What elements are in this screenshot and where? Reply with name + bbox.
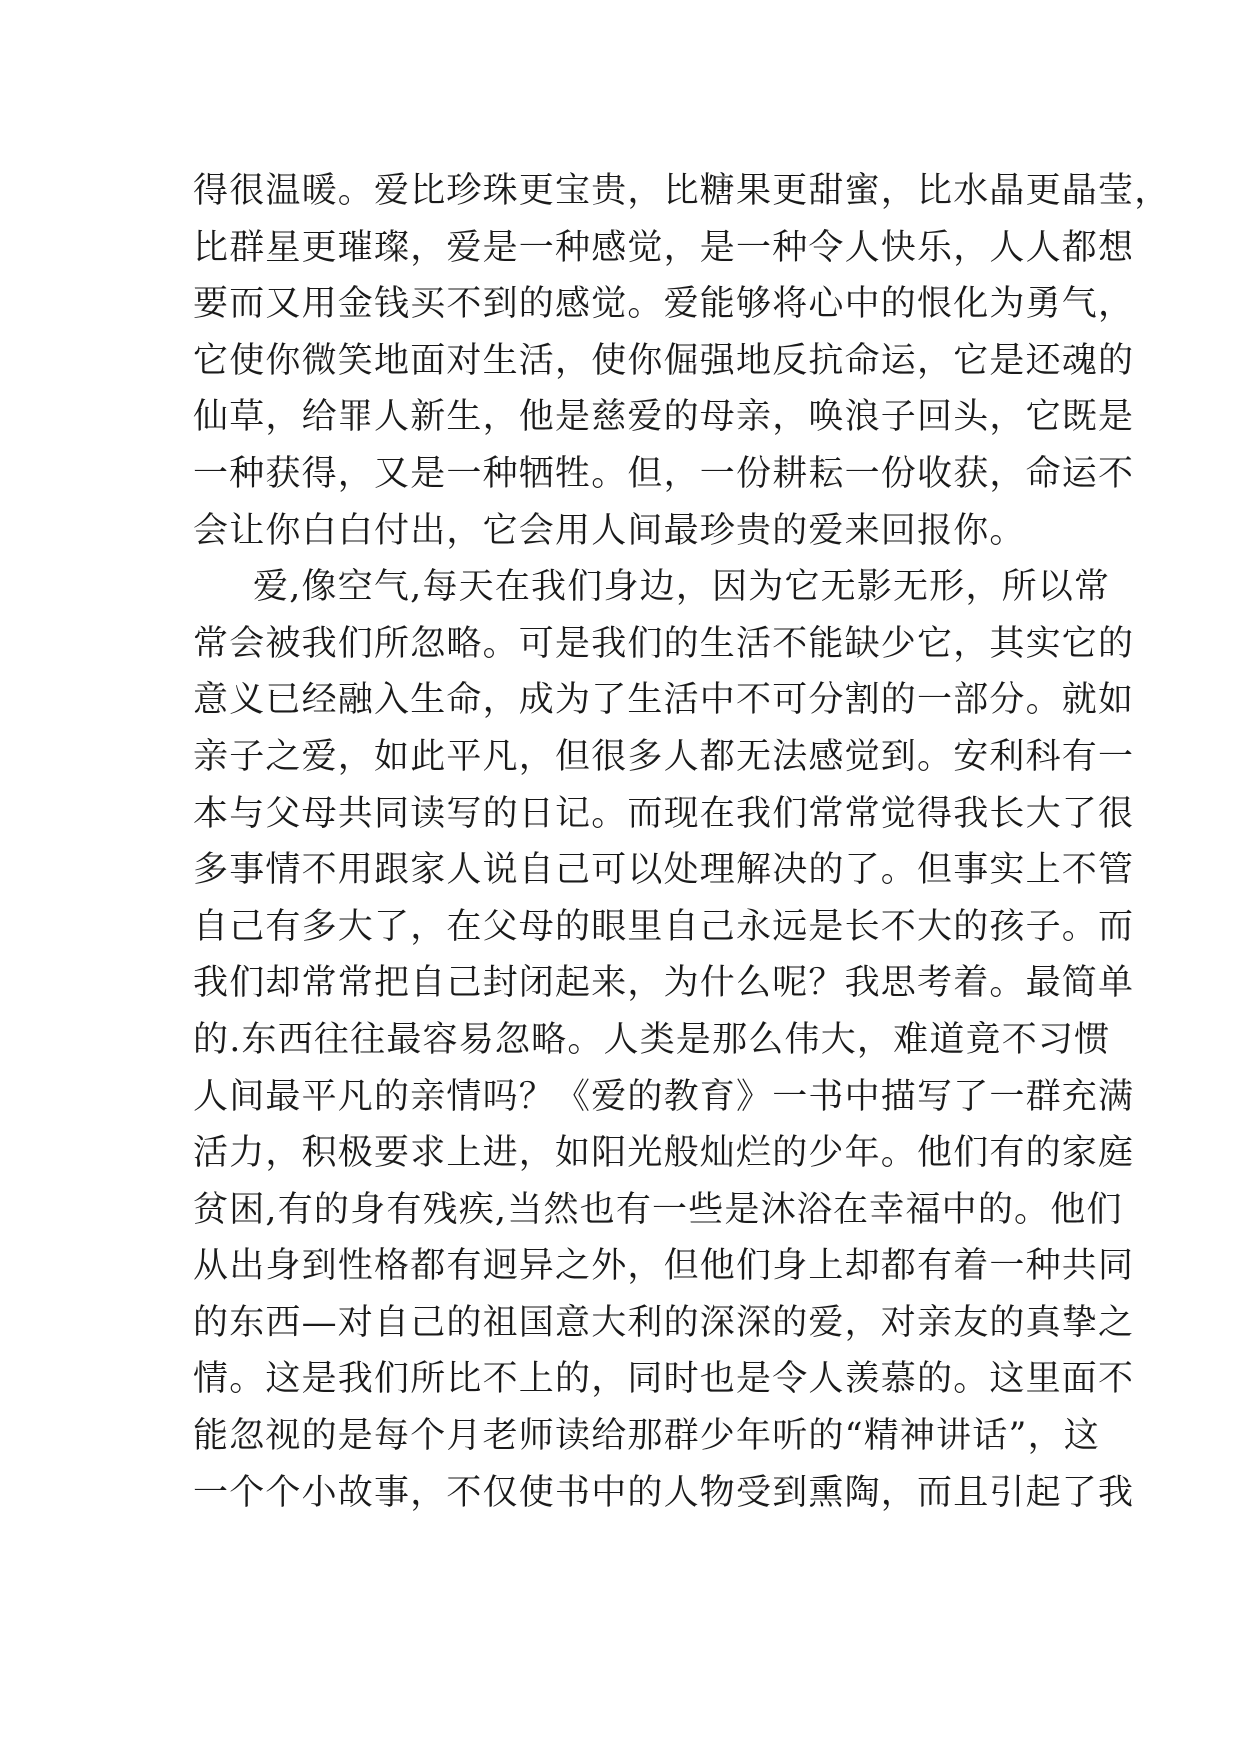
text-line: 活力，积极要求上进，如阳光般灿烂的少年。他们有的家庭 (193, 1133, 1135, 1174)
text-line: 贫困,有的身有残疾,当然也有一些是沐浴在幸福中的。他们 (193, 1189, 1123, 1230)
text-line: 能忽视的是每个月老师读给那群少年听的“精神讲话”，这 (193, 1416, 1100, 1457)
text-line: 一个个小故事，不仅使书中的人物受到熏陶，而且引起了我 (193, 1472, 1135, 1513)
text-line: 它使你微笑地面对生活，使你倔强地反抗命运，它是还魂的 (193, 340, 1135, 381)
text-line: 自己有多大了，在父母的眼里自己永远是长不大的孩子。而 (193, 906, 1135, 947)
text-line: 的.东西往往最容易忽略。人类是那么伟大，难道竟不习惯 (193, 1019, 1111, 1060)
text-line: 意义已经融入生命，成为了生活中不可分割的一部分。就如 (193, 680, 1135, 721)
paragraph-2 (193, 559, 1135, 1521)
text-line: 一种获得，又是一种牺牲。但，一份耕耘一份收获，命运不 (193, 453, 1135, 494)
text-line: 要而又用金钱买不到的感觉。爱能够将心中的恨化为勇气， (193, 284, 1135, 325)
text-line: 人间最平凡的亲情吗？《爱的教育》一书中描写了一群充满 (193, 1076, 1135, 1117)
text-line: 本与父母共同读写的日记。而现在我们常常觉得我长大了很 (193, 793, 1135, 834)
text-line: 亲子之爱，如此平凡，但很多人都无法感觉到。安利科有一 (193, 736, 1135, 777)
text-line: 比群星更璀璨，爱是一种感觉，是一种令人快乐，人人都想 (193, 227, 1135, 268)
text-line: 从出身到性格都有迥异之外，但他们身上却都有着一种共同 (193, 1246, 1135, 1287)
text-line: 常会被我们所忽略。可是我们的生活不能缺少它，其实它的 (193, 623, 1135, 664)
text-line: 多事情不用跟家人说自己可以处理解决的了。但事实上不管 (193, 850, 1135, 891)
text-line-indented: 爱,像空气,每天在我们身边，因为它无影无形，所以常 (253, 567, 1111, 608)
text-line: 得很温暖。爱比珍珠更宝贵，比糖果更甜蜜，比水晶更晶莹， (193, 171, 1171, 211)
paragraph-1 (193, 163, 1171, 559)
text-line: 的东西—对自己的祖国意大利的深深的爱，对亲友的真挚之 (193, 1302, 1135, 1343)
text-line: 情。这是我们所比不上的，同时也是令人羡慕的。这里面不 (193, 1359, 1135, 1400)
text-line: 会让你白白付出，它会用人间最珍贵的爱来回报你。 (193, 510, 1026, 551)
text-line: 我们却常常把自己封闭起来，为什么呢？我思考着。最简单 (193, 963, 1135, 1004)
text-line: 仙草，给罪人新生，他是慈爱的母亲，唤浪子回头，它既是 (193, 397, 1135, 438)
body-text (193, 163, 1171, 1521)
